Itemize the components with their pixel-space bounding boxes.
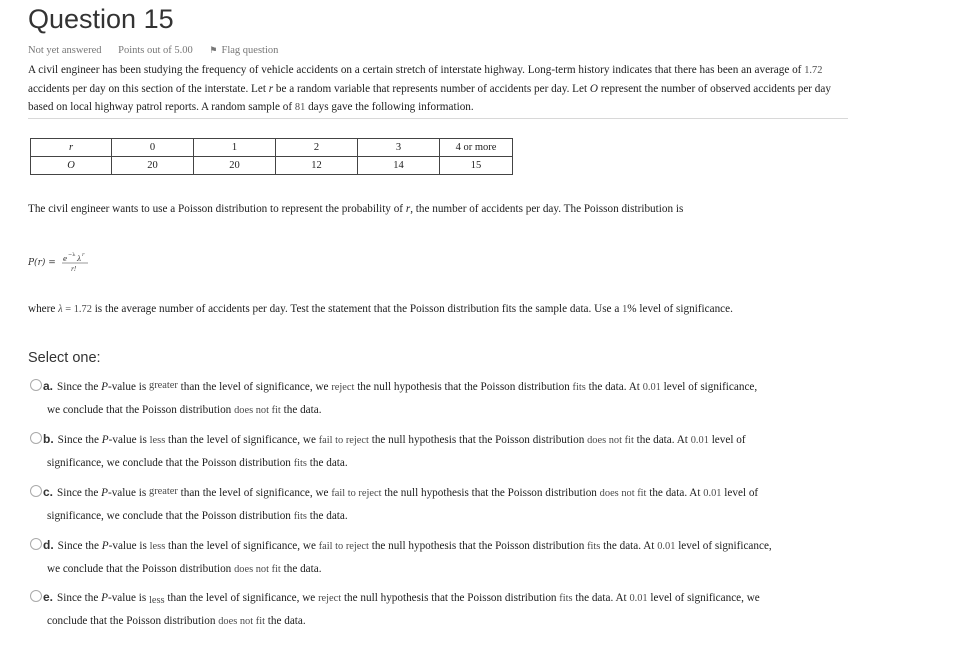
table-cell: 1 bbox=[194, 139, 276, 157]
table-cell: 4 or more bbox=[440, 139, 513, 157]
option-fit: does not fit bbox=[234, 405, 281, 416]
option-decision: reject bbox=[318, 593, 342, 604]
table-cell: 3 bbox=[358, 139, 440, 157]
table-cell: 2 bbox=[276, 139, 358, 157]
flag-icon: ⚑ bbox=[209, 45, 218, 55]
option-text: the null hypothesis that the Poisson distribution bbox=[354, 381, 573, 393]
variable-o: O bbox=[589, 83, 598, 95]
option-text: level of bbox=[708, 434, 746, 446]
intro-text: A civil engineer has been studying the frequency of vehicle accidents on a certain stretch of interstate highway. Long-term history indicates that there has been an bbox=[28, 64, 752, 76]
option-text: the data. At bbox=[633, 434, 691, 446]
option-text: Since the bbox=[57, 487, 102, 499]
formula-exponent: −λ bbox=[68, 252, 76, 258]
option-text: we conclude that the Poisson distribution bbox=[47, 404, 235, 416]
option-alpha: 0.01 bbox=[690, 435, 709, 446]
option-text: than the level of significance, we bbox=[165, 434, 319, 446]
option-fit: does not fit bbox=[234, 564, 281, 575]
option-alpha: 0.01 bbox=[657, 541, 676, 552]
poisson-intro-text bbox=[28, 203, 683, 215]
option-text: significance, we conclude that the Poisson distribution bbox=[47, 457, 294, 469]
option-comparison: greater bbox=[149, 486, 178, 497]
option-text: level of significance, we bbox=[647, 592, 760, 604]
option-text: than the level of significance, we bbox=[177, 487, 332, 499]
option-text: the null hypothesis that the Poisson distribution bbox=[341, 592, 560, 604]
table-cell: 15 bbox=[440, 157, 513, 175]
option-letter: e. bbox=[43, 590, 54, 604]
table-row bbox=[31, 157, 513, 175]
table-row-label: O bbox=[31, 157, 112, 175]
option-fit: fits bbox=[587, 541, 601, 552]
where-text bbox=[28, 303, 733, 315]
option-fit: fits bbox=[559, 593, 573, 604]
formula-lambda: λ bbox=[77, 255, 82, 263]
lambda-value: 1.72 bbox=[73, 304, 92, 315]
option-letter: c. bbox=[43, 485, 54, 499]
table-cell: 14 bbox=[358, 157, 440, 175]
flag-question-label: Flag question bbox=[221, 45, 279, 56]
answer-status: Not yet answered bbox=[28, 45, 102, 56]
option-text: conclude that the Poisson distribution bbox=[47, 615, 219, 627]
text-segment: = bbox=[62, 304, 74, 315]
answer-option-e[interactable] bbox=[30, 586, 850, 633]
text-segment: The civil engineer wants to use a Poisson distribution to represent the probability of bbox=[28, 203, 406, 215]
question-info bbox=[28, 45, 306, 56]
option-comparison: less bbox=[149, 595, 165, 606]
answer-option-c[interactable] bbox=[30, 481, 850, 528]
option-text: P bbox=[101, 592, 108, 604]
option-fit: does not fit bbox=[218, 616, 265, 627]
text-segment: , the number of accidents per day. The Poisson distribution is bbox=[410, 203, 684, 215]
radio-button[interactable] bbox=[30, 379, 42, 391]
table-cell: 20 bbox=[194, 157, 276, 175]
option-text: than the level of significance, we bbox=[164, 592, 319, 604]
option-text: the null hypothesis that the Poisson distribution bbox=[368, 540, 588, 552]
option-text: the data. bbox=[280, 404, 322, 416]
radio-button[interactable] bbox=[30, 432, 42, 444]
option-text: the data. At bbox=[572, 592, 630, 604]
option-decision: fail to reject bbox=[318, 435, 369, 446]
data-table bbox=[30, 138, 513, 175]
option-text: -value is bbox=[107, 487, 149, 499]
option-text: -value is bbox=[108, 540, 150, 552]
option-text: the data. At bbox=[646, 487, 704, 499]
table-row-label: r bbox=[31, 139, 112, 157]
option-text: level of significance, bbox=[675, 540, 772, 552]
option-decision: reject bbox=[331, 382, 355, 393]
option-comparison: less bbox=[149, 541, 166, 552]
question-text bbox=[28, 61, 848, 117]
text-segment: where bbox=[28, 303, 59, 315]
sample-size: 81 bbox=[294, 102, 306, 113]
formula-lhs: P(r) = bbox=[28, 258, 56, 268]
intro-text: be a random variable that represents number of accidents per day. Let bbox=[273, 83, 590, 95]
option-text: -value is bbox=[108, 434, 150, 446]
option-text: the data. bbox=[306, 457, 348, 469]
option-fit: does not fit bbox=[599, 488, 647, 499]
flag-question-button[interactable] bbox=[209, 45, 292, 56]
points-label: Points out of 5.00 bbox=[118, 45, 193, 56]
option-text: the data. bbox=[264, 615, 306, 627]
option-text: than the level of significance, we bbox=[165, 540, 319, 552]
table-cell: 20 bbox=[112, 157, 194, 175]
answer-option-b[interactable] bbox=[30, 428, 850, 475]
table-row bbox=[31, 139, 513, 157]
option-text: the data. bbox=[280, 563, 322, 575]
divider bbox=[28, 118, 848, 119]
option-text: -value is bbox=[107, 381, 149, 393]
option-text: we conclude that the Poisson distribution bbox=[47, 563, 235, 575]
formula-r-exponent: r bbox=[82, 252, 85, 258]
table-cell: 12 bbox=[276, 157, 358, 175]
select-one-label: Select one: bbox=[28, 350, 101, 366]
intro-text: represent the number of bbox=[597, 83, 708, 95]
option-comparison: less bbox=[149, 435, 166, 446]
option-text: -value is bbox=[107, 592, 149, 604]
option-text: level of significance, bbox=[660, 381, 758, 393]
option-text: the data. At bbox=[600, 540, 658, 552]
option-decision: fail to reject bbox=[331, 488, 382, 499]
option-fit: fits bbox=[572, 382, 586, 393]
option-comparison: greater bbox=[149, 380, 178, 391]
question-title: Question 15 bbox=[28, 4, 174, 34]
intro-text: observed accidents per day based on local highway patrol reports. A random sample of bbox=[28, 83, 831, 113]
option-alpha: 0.01 bbox=[703, 488, 722, 499]
answer-option-d[interactable] bbox=[30, 534, 850, 581]
option-text: Since the bbox=[57, 381, 102, 393]
option-text: P bbox=[101, 381, 108, 393]
table-cell: 0 bbox=[112, 139, 194, 157]
option-alpha: 0.01 bbox=[642, 382, 661, 393]
option-text: the data. At bbox=[585, 381, 643, 393]
answer-option-a[interactable] bbox=[30, 375, 850, 422]
formula-denominator: r! bbox=[71, 266, 77, 273]
radio-button[interactable] bbox=[30, 485, 42, 497]
intro-text: average of bbox=[754, 64, 805, 76]
radio-button[interactable] bbox=[30, 590, 42, 602]
poisson-formula bbox=[28, 249, 108, 277]
option-fit: fits bbox=[293, 511, 307, 522]
option-letter: a. bbox=[43, 379, 54, 393]
option-alpha: 0.01 bbox=[629, 593, 648, 604]
option-decision: fail to reject bbox=[318, 541, 369, 552]
option-text: Since the bbox=[57, 434, 102, 446]
option-letter: d. bbox=[43, 538, 54, 552]
option-text: Since the bbox=[57, 592, 102, 604]
option-fit: does not fit bbox=[587, 435, 634, 446]
variable-r: r bbox=[268, 83, 274, 95]
text-segment: % level of significance. bbox=[627, 303, 733, 315]
option-text: level of bbox=[721, 487, 759, 499]
option-text: P bbox=[101, 434, 109, 446]
option-letter: b. bbox=[43, 432, 54, 446]
option-text: significance, we conclude that the Poisson distribution bbox=[47, 510, 294, 522]
lambda-symbol: λ bbox=[58, 304, 63, 315]
intro-text: accidents per day on this section of the interstate. Let bbox=[28, 83, 269, 95]
lambda-value: 1.72 bbox=[804, 65, 823, 76]
option-text: P bbox=[101, 540, 109, 552]
variable-r: r bbox=[405, 203, 411, 215]
option-text: the null hypothesis that the Poisson distribution bbox=[381, 487, 600, 499]
significance-level: 1 bbox=[622, 304, 628, 315]
option-text: Since the bbox=[57, 540, 102, 552]
option-text: P bbox=[101, 487, 108, 499]
formula-numerator: e bbox=[63, 255, 68, 263]
text-segment: is the average number of accidents per day. Test the statement that the Poisson distribution fits the sample data. Use a bbox=[91, 303, 623, 315]
option-fit: fits bbox=[293, 458, 307, 469]
intro-text: days gave the following information. bbox=[305, 101, 474, 113]
option-text: than the level of significance, we bbox=[177, 381, 332, 393]
option-text: the data. bbox=[306, 510, 348, 522]
option-text: the null hypothesis that the Poisson distribution bbox=[368, 434, 588, 446]
radio-button[interactable] bbox=[30, 538, 42, 550]
